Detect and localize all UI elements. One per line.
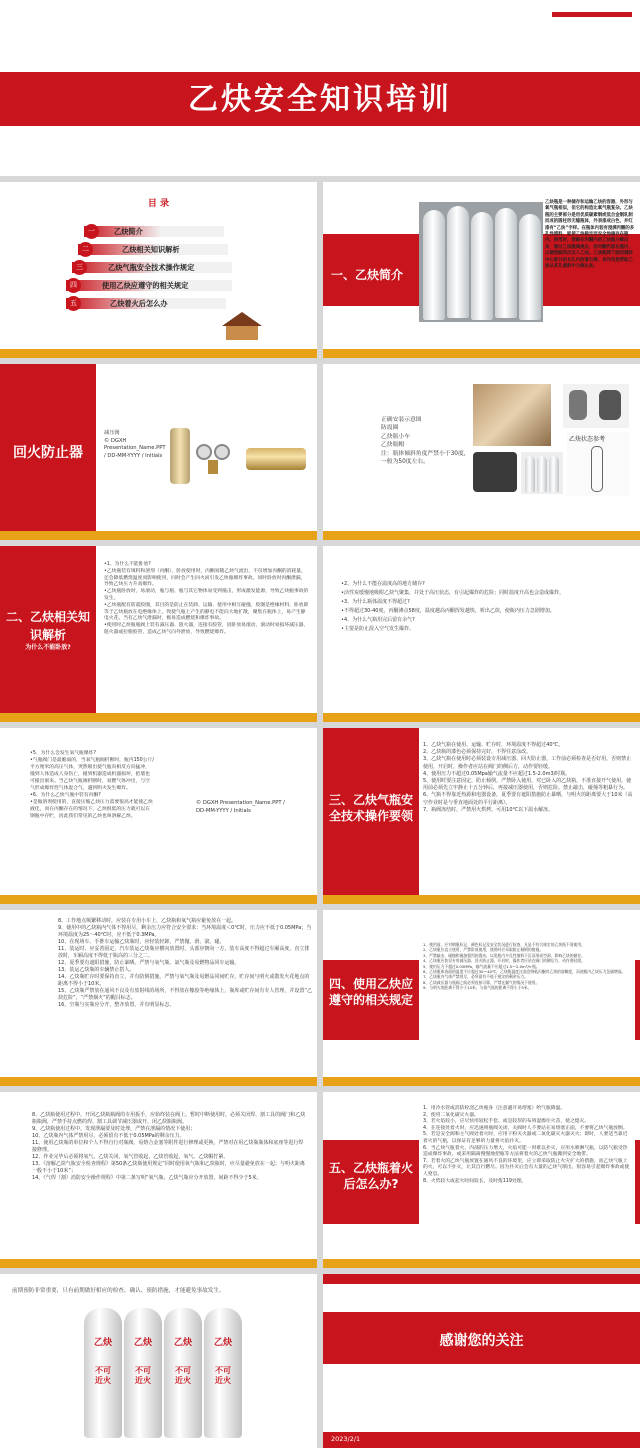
knowledge-subtitle: 为什么不能卧放? bbox=[25, 644, 71, 651]
warning-text: 前期预防非常重要，只有前期做好相应的检查、确认、预防措施，才能避免事故发生。 bbox=[12, 1288, 225, 1294]
toc-label: 使用乙炔应遵守的相关规定 bbox=[102, 281, 189, 290]
install-photo bbox=[473, 384, 551, 446]
figure-label: 乙炔状态参考 bbox=[569, 436, 606, 443]
toc-bar bbox=[84, 226, 224, 237]
toc-label: 乙炔简介 bbox=[114, 227, 143, 236]
house-illustration bbox=[220, 312, 264, 342]
cylinder-warning: 不可近火 bbox=[215, 1366, 231, 1385]
footer-strip bbox=[0, 349, 317, 358]
regulator-image bbox=[196, 440, 232, 474]
install-slide bbox=[323, 364, 640, 540]
cylinder-warning: 不可近火 bbox=[135, 1366, 151, 1385]
footer-strip bbox=[323, 531, 640, 540]
rules3-text: 8、乙炔瓶使用过程中，开闭乙炔瓶瓶阀的专用扳手，应始终装在阀上。暂时中断使用时，必须关闭焊、割工具的阀门和乙炔瓶瓶阀，严禁手持点燃的焊、割工具调节减压器或开、闭乙炔瓶瓶阀。 9、乙炔瓶使用过程中，发现泄漏要及时处理，严禁在泄漏的情况下使用； 10、乙炔瓶内气体严禁用尽，必须留有不低于0.05MPa的剩余压力。 11、使用乙炔瓶的单位和个人不得自行对瓶阀、易熔合金塞等附件进行修理或更换，严禁对在用乙炔瓶瓶体和底座等进行焊接修理。 12、作业完毕后必须将氧气、乙炔关闭，氧气管收起，乙炔管收起，氧气、乙炔帽拧紧。 13、《溶解乙炔气瓶安全检查规程》第50条乙炔瓶使用规定“同时使用氧气瓶和乙炔瓶时，应尽量避免放在一起；与明火距离一般不小于10米”； 14、《气焊（割）消防安全操作规程》中第二条写明“氧气瓶、乙炔气瓶应分开放置，间距不得少于5米。 bbox=[32, 1112, 306, 1181]
cylinder-warning: 不可近火 bbox=[175, 1366, 191, 1385]
toc-number: 三 bbox=[72, 260, 87, 275]
toc-number: 一 bbox=[84, 224, 99, 239]
oxygen-caption: © DGXH Presentation_Name.PPT / DD-MM-YYYY / Initials bbox=[196, 800, 287, 814]
flashback-title: 回火防止器 bbox=[13, 445, 83, 461]
cylinder-label: 乙炔 bbox=[134, 1338, 153, 1348]
toc-item-1[interactable] bbox=[84, 224, 224, 238]
title-slide bbox=[0, 0, 640, 176]
warning-slide bbox=[0, 1274, 317, 1448]
thanks-title: 感谢您的关注 bbox=[439, 1333, 524, 1349]
cylinder-warning: 不可近火 bbox=[95, 1366, 111, 1385]
rules-slide bbox=[323, 728, 640, 904]
footer-strip bbox=[323, 895, 640, 904]
intro-slide bbox=[323, 182, 640, 358]
check-valve-image bbox=[246, 448, 306, 470]
footer-strip bbox=[0, 713, 317, 722]
fire-title: 五、乙炔瓶着火后怎么办? bbox=[328, 1161, 413, 1191]
knowledge-text: •1、为什么不能卧放? •乙炔瓶装有填料和溶剂（丙酮），卧放使用时，丙酮易随乙炔气流出，不仅增加丙酮的消耗量，还会降低燃烧温度而影响使用，同时会产生回火而引发乙炔瓶爆炸事故。同时卧放时丙酮泄漏，导致乙炔压力升高爆炸。 •乙炔瓶卧放时，易滚动，瓶与瓶、瓶与其它物体易受到撞击，形成激发能源，导致乙炔瓶事故的发生。 •乙炔瓶配有防震胶圈，其目的是防止在装卸、运输、使用中相互碰撞，胶圈是绝缘材料，卧放即等于乙炔瓶放在电绝缘体上，致使气瓶上产生的静电不能向大地扩散，聚集在瓶体上，易产生静电火花，当有乙炔气泄漏时，极易造成燃烧和爆炸事故。 •使用时乙炔瓶瓶阀上装有减压器、阻火器，连接有胶管，因卧放易滚动，滚动时易损坏减压器、阻火器或拉脱胶管，造成乙炔气向外泄放，导致燃烧爆炸。 bbox=[104, 562, 309, 635]
thanks-date: 2023/2/1 bbox=[331, 1435, 361, 1443]
hero-title: 乙炔安全知识培训 bbox=[188, 82, 452, 117]
rules2-text: 8、工作地点频繁移动时，应装在专用小车上，乙炔瓶和氧气瓶应避免放在一起。 9、使用中的乙炔瓶内气体不得用尽，剩余压力应符合安全要求：当环境温度＜0℃时，压力应不低于0.05MPa；当环境温度为25～40℃时，应不低于0.3MPa。 10、在现场车、手推车运输乙炔瓶时，应轻装轻卸，严禁抛、滑、滚、碰。 11、装运时，应妥善固定，汽车装运乙炔瓶应横向放置时，头部应朝向一方，装车高度不得超过车厢高度，直立排放时，车厢高度不得低于瓶高的三分之二。 12、夏季要有遮阳措施，防止暴晒。严禁与氧气瓶、氯气瓶及易燃物品同车运输。 13、装运乙炔瓶的车辆禁止搭人。 14、乙炔瓶贮存时要保持直立，并有防倒措施。严禁与氧气瓶及易燃品同间贮存。贮存间与明火或散发火花地点的距离不得小于10米。 15、乙炔瓶严禁放在通风不良及有放射线的场所，不得放在橡胶等绝缘体上，瓶库或贮存间有专人管理，并设置“乙炔危险”、“严禁烟火”的醒目标志。 16、空瓶与实瓶应分开，整齐放置，并有明显标志。 bbox=[58, 918, 312, 1008]
toc-number: 五 bbox=[66, 296, 81, 311]
footer-strip bbox=[323, 349, 640, 358]
toc-number: 四 bbox=[66, 278, 81, 293]
cart-figure bbox=[567, 432, 629, 496]
cylinder-4 bbox=[204, 1308, 242, 1438]
cylinder-3 bbox=[164, 1308, 202, 1438]
footer-strip bbox=[0, 531, 317, 540]
intro-title: 一、乙炔简介 bbox=[331, 268, 404, 282]
footer-strip bbox=[323, 1077, 640, 1086]
storage-text: •2、为什么不能在温度高的地方储存? •活性炭缓慢地吸附乙炔气聚集，并处于高压状态，有引起爆炸的危险；同时温度升高也会造成爆炸。 •3、为什么瓶体温度不得超过? •不得超过30-40度，丙酮沸点58度，温度越高丙酮挥发越快，析出乙炔，使瓶内压力急剧增加。 •4、为什么气瓶用完后留有余气? •主要是防止混入空气发生爆炸。 bbox=[341, 581, 564, 632]
regulations-slide bbox=[323, 910, 640, 1086]
oxygen-slide bbox=[0, 728, 317, 904]
toc-slide bbox=[0, 182, 317, 358]
rules2-slide bbox=[0, 910, 317, 1086]
rules-title: 三、乙炔气瓶安全技术操作要领 bbox=[328, 793, 413, 823]
toc-label: 乙炔气瓶安全技术操作规定 bbox=[108, 263, 195, 272]
small-cylinders-photo bbox=[521, 452, 563, 494]
footer-strip bbox=[323, 713, 640, 722]
thanks-slide bbox=[323, 1274, 640, 1448]
cylinder-label: 乙炔 bbox=[174, 1338, 193, 1348]
oxygen-text: •5、为什么会发生氧气瓶爆炸? •气瓶阀门是最脆弱的，当氧气瓶阀折断时，瓶内150公斤/平方厘米的高压气体，突然喷出使气瓶向相反方向猛冲，撞到人体造成人身伤亡，撞到机器造成机器损坏，把墙也可撞出洞来。当乙炔气瓶阀折断时，易燃气体冲出，与空气形成爆炸性气体混合气，遇到明火发生爆炸。 •6、为什么乙炔气瓶中装有丙酮? •是做溶剂使用的，直接压缩乙炔压力需要很高才能使乙炔液化，而在丙酮存在的情况下，乙炔很低的压力就可以在钢瓶中存贮，因此我们常见的乙炔也叫溶解乙炔。 bbox=[30, 751, 154, 819]
toc-item-4[interactable] bbox=[66, 278, 232, 292]
rules-text: 1、乙炔气瓶在使用、运输、贮存时，环境温度不得超过40℃。 2、乙炔瓶的漆色必须保持完好，不得任意涂改。 3、乙炔气瓶在使用时必须装设专用减压器、回火防止器，工作前必须检查是否好用，否则禁止使用，开启时，操作者应站在阀门的侧后方，动作要轻缓。 4、使用压力不超过0.05Mpa输气流量不应超过1.5-2.0m3/时瓶。 5、使用时要注意固定，防止倾倒，严禁卧入使用，对已卧入的乙炔瓶，不准直接开气使用，使用前必须先立牢静止十五分钟后，再接减压器使用，否则危险。禁止敲击，碰撞等粗暴行为。 6、气瓶不得靠近热源和电器设备，夏季要有遮阳措施防止暴晒，与明火的距离要大于10米（高空作业时是与垂直地面处的平行距离）。 7、瓶阀冻结时，严禁用火烘烤，可用10℃以下温水解冻。 bbox=[423, 742, 633, 813]
thanks-top-bar bbox=[323, 1274, 640, 1284]
cylinder-2 bbox=[124, 1308, 162, 1438]
regulations-title: 四、使用乙炔应遵守的相关规定 bbox=[328, 977, 413, 1007]
footer-strip bbox=[0, 895, 317, 904]
footer-strip bbox=[0, 1077, 317, 1086]
cylinder-1 bbox=[84, 1308, 122, 1438]
toc-label: 乙炔着火后怎么办 bbox=[110, 299, 168, 308]
flashback-caption: 减压阀 © DGXH Presentation_Name.PPT / DD-MM-YYYY / Initials bbox=[104, 430, 166, 459]
storage-slide bbox=[323, 546, 640, 722]
regulations-text: 1、使用前，应对钢瓶标记、颜色标记及安全状况进行检查，凡是不符合规定的乙炔瓶不准使用。 2、乙炔瓶应直立使用，严禁卧放使用，使用时应采取防止倾倒的措施。 3、严禁敲击、碰撞和施加强烈的震动，以免瓶内多孔性填料下沉而形成空洞，影响乙炔的储存。 4、乙炔瓶应装设专用减压器、回火防止器，开启时，操作者应站在阀门的侧后方，动作要轻缓。 5、使用压力不超过0.05MPa，输气流量不应超过1.5～2.0m³/h·瓶。 6、乙炔瓶体表面的温度不应超过30～40℃，乙炔瓶温度过高会降低丙酮对乙炔的溶解度，而使瓶内乙炔压力急剧增高。 7、乙炔瓶内气体严禁用尽，必须留有不低于规定的剩余压力。 8、乙炔减压器与瓶阀之间必须连接可靠，严禁在漏气的情况下使用。 9、与明火的距离不得少于10米，与氧气瓶的距离不得小于5米。 bbox=[423, 942, 626, 991]
toc-number: 二 bbox=[78, 242, 93, 257]
rings-photo bbox=[473, 452, 517, 492]
footer-strip bbox=[0, 1259, 317, 1268]
install-text: 正确安装示意图 防震圈 乙炔瓶小车 乙炔瓶帽 注：瓶体倾斜角度严禁小于30度，一般为50度左右。 bbox=[381, 417, 470, 466]
toc-title: 目 录 bbox=[147, 199, 170, 209]
footer-strip bbox=[323, 1259, 640, 1268]
hero-accent-bar bbox=[552, 12, 632, 17]
toc-item-5[interactable] bbox=[66, 296, 226, 310]
cylinder-label: 乙炔 bbox=[214, 1338, 233, 1348]
knowledge-slide bbox=[0, 546, 317, 722]
cylinders-photo bbox=[419, 202, 543, 322]
thanks-bottom-bar bbox=[323, 1432, 640, 1448]
rules3-slide bbox=[0, 1092, 317, 1268]
fire-slide bbox=[323, 1092, 640, 1268]
flashback-arrestor-image bbox=[170, 428, 190, 484]
cylinder-caps-photo bbox=[563, 384, 629, 428]
toc-item-3[interactable] bbox=[72, 260, 232, 274]
flashback-slide bbox=[0, 364, 317, 540]
toc-item-2[interactable] bbox=[78, 242, 228, 256]
fire-text: 1、用冷水管或消防栓浇乙炔瓶身（注意避开易熔塞）给气瓶降温。 2、使用二氧化碳灭火器。 3、若火焰较小，应尽快用较松手套、或是较厚的布将湿擦住火苗，使之熄灭。 4、在连接处着火时，应迅速将瓶阀关闭，关阀时人不要站在易熔塞正面，不要将乙炔气瓶放倒。 5、若是安全阀和主气阀处着火时，应用干粉灭火器或二氧化碳灭火器灭火；即时，人要适当靠近着火的气瓶，以保证有足够的力量将火焰扑灭。 6、当乙炔气瓶着火，内部的压力增大，火焰可能一时难以扑灭，应用水喷淋气瓶，以防气瓶受热造成爆炸事故，或采用隔离慢慢地把瓶等方法将着火的乙炔气瓶搬到安全地带。 7、若着火的乙炔气瓶放置在通风不良的环境里，应立即采取防止火灾扩大的措施，而乙炔气瓶上的火，可以不扑灭，让其自行燃尽。因为扑灭后会有大量的乙炔气喷出，很容易引起爆炸事故或使人窒息。 8、火势较大或起火时间较长，及时拨119处理。 bbox=[423, 1106, 630, 1184]
knowledge-title: 二、乙炔相关知识解析 bbox=[5, 610, 90, 642]
intro-text: 乙炔瓶是一种储存和运输乙炔的容器，外形与氧气瓶相似，但它的构造比氧气瓶复杂。乙炔瓶的主要部分是用优质碳素钢或低合金钢轧制而成的圆柱形无缝瓶体，外表漆成白色，并红漆有“乙炔”字样。在瓶体内装有浸满丙酮的多孔性填料，能使乙炔稳定而安全地储存在瓶内。使用时，溶解在丙酮内的乙炔就分解出来，通过乙炔瓶阀流出，而丙酮仍留在瓶内，以便溶解再次压入乙炔。乙炔瓶阀下面的填料中心部分的长孔内放着石棉，其作用是帮助乙炔从多孔填料中分解出来。 bbox=[545, 200, 635, 270]
cylinder-label: 乙炔 bbox=[94, 1338, 113, 1348]
toc-label: 乙炔相关知识解析 bbox=[122, 245, 180, 254]
